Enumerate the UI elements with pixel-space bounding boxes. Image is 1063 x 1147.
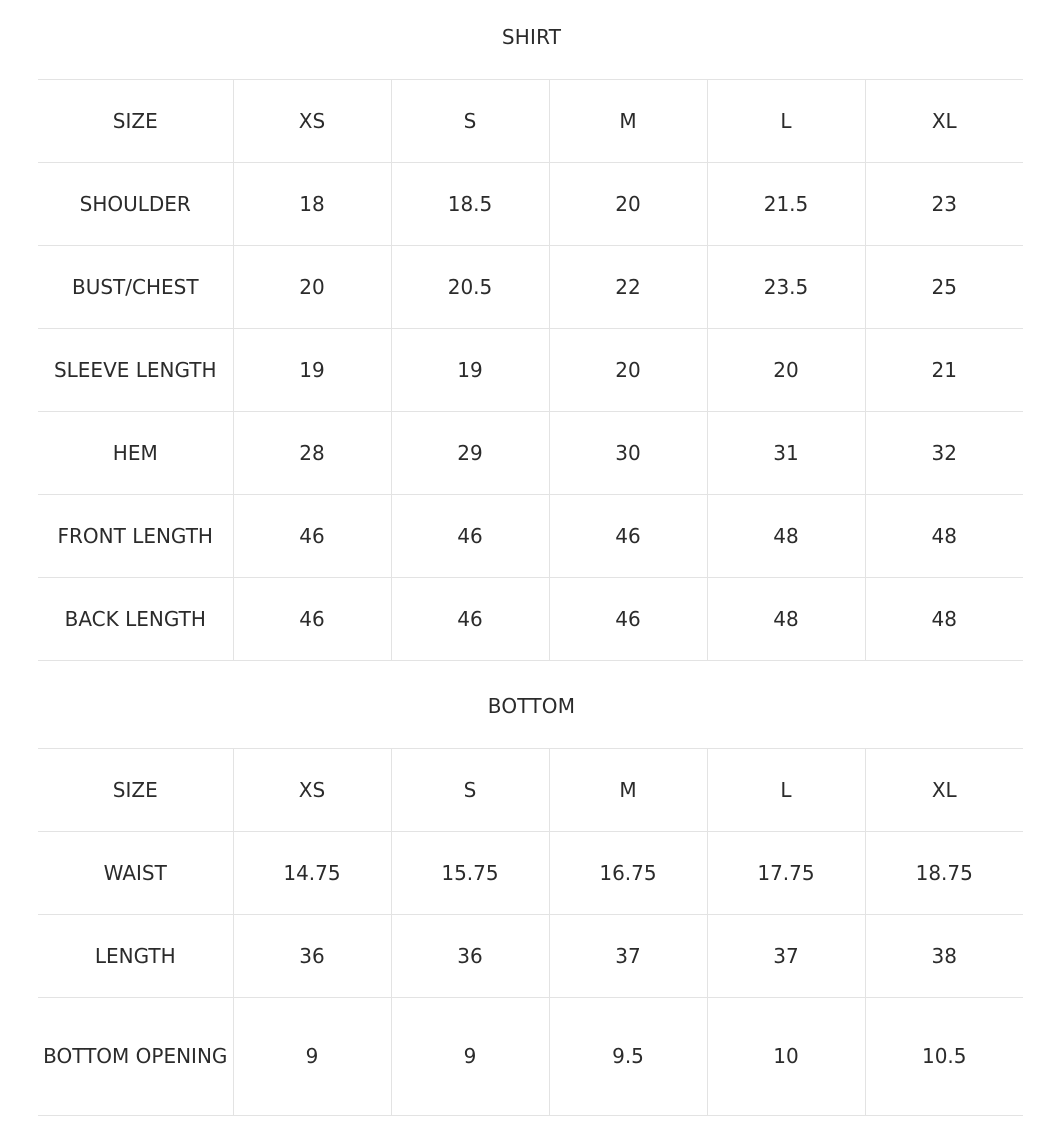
header-cell-xs: XS [233,80,391,163]
row-label: HEM [38,412,233,495]
table-cell: 23.5 [707,246,865,329]
header-cell-xl: XL [865,749,1023,832]
row-label: LENGTH [38,915,233,998]
table-header-row [38,80,1023,163]
table-row [38,495,1023,578]
table-cell: 29 [391,412,549,495]
table-cell: 36 [233,915,391,998]
table-row [38,832,1023,915]
table-cell: 46 [549,578,707,661]
table-cell: 20 [233,246,391,329]
table-row [38,915,1023,998]
table-header-row [38,749,1023,832]
table-cell: 48 [865,578,1023,661]
table-row [38,412,1023,495]
table-cell: 46 [549,495,707,578]
table-cell: 46 [233,495,391,578]
header-cell-m: M [549,80,707,163]
table-cell: 30 [549,412,707,495]
table-cell: 18.5 [391,163,549,246]
table-row [38,578,1023,661]
row-label: BOTTOM OPENING [38,998,233,1116]
table-cell: 18.75 [865,832,1023,915]
table-cell: 10 [707,998,865,1116]
table-cell: 46 [391,495,549,578]
table-row [38,998,1023,1116]
table-cell: 25 [865,246,1023,329]
table-cell: 18 [233,163,391,246]
header-cell-s: S [391,80,549,163]
table-cell: 31 [707,412,865,495]
table-row [38,246,1023,329]
header-cell-l: L [707,749,865,832]
table-cell: 28 [233,412,391,495]
bottom-size-table [38,748,1023,1116]
table-cell: 9.5 [549,998,707,1116]
table-cell: 21 [865,329,1023,412]
table-cell: 19 [391,329,549,412]
table-cell: 20 [549,329,707,412]
header-cell-xs: XS [233,749,391,832]
bottom-section-title: BOTTOM [487,694,576,718]
table-cell: 22 [549,246,707,329]
header-cell-m: M [549,749,707,832]
table-row [38,329,1023,412]
shirt-size-table [38,79,1023,661]
row-label: SLEEVE LENGTH [38,329,233,412]
row-label: FRONT LENGTH [38,495,233,578]
table-cell: 9 [391,998,549,1116]
table-cell: 38 [865,915,1023,998]
row-label: BUST/CHEST [38,246,233,329]
table-cell: 23 [865,163,1023,246]
row-label: WAIST [38,832,233,915]
row-label: BACK LENGTH [38,578,233,661]
table-cell: 14.75 [233,832,391,915]
table-cell: 48 [865,495,1023,578]
table-cell: 20.5 [391,246,549,329]
table-cell: 15.75 [391,832,549,915]
table-cell: 36 [391,915,549,998]
table-cell: 48 [707,578,865,661]
table-row [38,163,1023,246]
table-cell: 16.75 [549,832,707,915]
table-cell: 32 [865,412,1023,495]
table-cell: 9 [233,998,391,1116]
table-cell: 17.75 [707,832,865,915]
table-cell: 46 [233,578,391,661]
table-cell: 21.5 [707,163,865,246]
table-cell: 20 [549,163,707,246]
table-cell: 37 [707,915,865,998]
header-cell-size: SIZE [38,80,233,163]
header-cell-s: S [391,749,549,832]
header-cell-l: L [707,80,865,163]
table-cell: 46 [391,578,549,661]
table-cell: 20 [707,329,865,412]
table-cell: 48 [707,495,865,578]
table-cell: 37 [549,915,707,998]
row-label: SHOULDER [38,163,233,246]
table-cell: 10.5 [865,998,1023,1116]
table-cell: 19 [233,329,391,412]
shirt-section-title: SHIRT [501,25,562,49]
header-cell-size: SIZE [38,749,233,832]
header-cell-xl: XL [865,80,1023,163]
